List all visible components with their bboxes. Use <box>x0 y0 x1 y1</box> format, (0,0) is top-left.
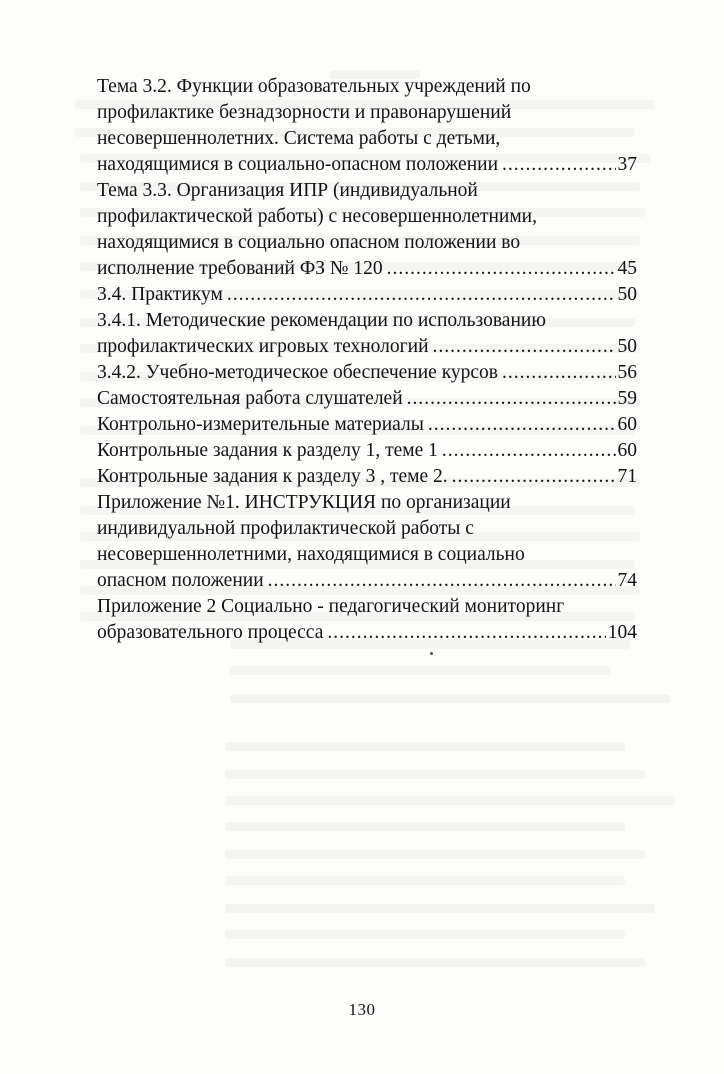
toc-entry-line <box>97 308 637 334</box>
toc-entry-line <box>97 100 637 126</box>
toc-page-number: 50 <box>617 336 637 357</box>
dot-leader <box>452 464 616 490</box>
toc-page-number: 45 <box>617 258 637 279</box>
toc-entry-text: несовершеннолетними, находящимися в социально <box>97 544 525 565</box>
dot-leader <box>268 568 616 594</box>
toc-entry[interactable] <box>97 178 637 282</box>
toc-page-number: 37 <box>617 154 637 175</box>
toc-entry-line <box>97 126 637 152</box>
dot-leader <box>433 334 616 360</box>
toc-entry-line <box>97 412 637 438</box>
toc-entry-line <box>97 204 637 230</box>
toc-entry-line <box>97 516 637 542</box>
toc-entry-text: Тема 3.3. Организация ИПР (индивидуальной <box>97 180 478 201</box>
toc-page-number: 74 <box>617 570 637 591</box>
toc-entry-line <box>97 490 637 516</box>
toc-entry-text: Контрольные задания к разделу 1, теме 1 <box>97 440 438 461</box>
toc-entry[interactable] <box>97 412 637 438</box>
toc-entry-text: профилактических игровых технологий <box>97 336 429 357</box>
toc-entry-text: исполнение требований ФЗ № 120 <box>97 258 383 279</box>
toc-entry-line <box>97 542 637 568</box>
toc-entry[interactable] <box>97 360 637 386</box>
toc-entry-text: 3.4.2. Учебно-методическое обеспечение курсов <box>97 362 499 383</box>
toc-entry-text: Контрольные задания к разделу 3 , теме 2. <box>97 466 448 487</box>
toc-page-number: 59 <box>617 388 637 409</box>
print-speck <box>430 652 433 655</box>
toc-entry-line <box>97 334 637 360</box>
dot-leader <box>227 282 616 308</box>
toc-entry-text: Приложение 2 Социально - педагогический мониторинг <box>97 596 565 617</box>
toc-entry-line <box>97 594 637 620</box>
toc-entry-text: образовательного процесса <box>97 622 324 643</box>
dot-leader <box>407 386 616 412</box>
toc-entry-text: Самостоятельная работа слушателей <box>97 388 403 409</box>
toc-page-number: 60 <box>617 414 637 435</box>
toc-entry-line <box>97 620 637 646</box>
toc-entry-line <box>97 230 637 256</box>
toc-entry-line <box>97 152 637 178</box>
toc-entry-text: Приложение №1. ИНСТРУКЦИЯ по организации <box>97 492 511 513</box>
toc-page-number: 104 <box>607 622 637 643</box>
toc-entry-text: опасном положении <box>97 570 264 591</box>
dot-leader <box>428 412 616 438</box>
toc-page-number: 56 <box>617 362 637 383</box>
toc-page-number: 50 <box>617 284 637 305</box>
table-of-contents <box>97 74 637 646</box>
toc-entry-text: Контрольно-измерительные материалы <box>97 414 424 435</box>
toc-page-number: 60 <box>617 440 637 461</box>
toc-entry-line <box>97 178 637 204</box>
toc-page-number: 71 <box>617 466 637 487</box>
toc-entry[interactable] <box>97 308 637 360</box>
toc-entry[interactable] <box>97 386 637 412</box>
toc-entry-text: 3.4. Практикум <box>97 284 223 305</box>
dot-leader <box>502 152 615 178</box>
toc-entry-text: находящимися в социально-опасном положении <box>97 154 499 175</box>
toc-entry[interactable] <box>97 490 637 594</box>
toc-entry-text: 3.4.1. Методические рекомендации по использованию <box>97 310 546 331</box>
toc-entry-line <box>97 464 637 490</box>
toc-entry-line <box>97 568 637 594</box>
toc-entry[interactable] <box>97 282 637 308</box>
dot-leader <box>387 256 616 282</box>
toc-entry-text: Тема 3.2. Функции образовательных учреждений по <box>97 76 531 97</box>
toc-entry-text: находящимися в социально опасном положении во <box>97 232 521 253</box>
page-number: 130 <box>348 1000 376 1019</box>
toc-entry-line <box>97 74 637 100</box>
toc-entry-text: профилактической работы) с несовершеннолетними, <box>97 206 537 227</box>
dot-leader <box>502 360 615 386</box>
toc-entry-text: индивидуальной профилактической работы с <box>97 518 474 539</box>
toc-entry[interactable] <box>97 438 637 464</box>
toc-entry[interactable] <box>97 464 637 490</box>
toc-entry-text: профилактике безнадзорности и правонарушений <box>97 102 512 123</box>
toc-entry-line <box>97 386 637 412</box>
toc-entry-line <box>97 282 637 308</box>
dot-leader <box>327 620 605 646</box>
toc-entry[interactable] <box>97 74 637 178</box>
toc-entry-line <box>97 438 637 464</box>
toc-entry-line <box>97 360 637 386</box>
toc-entry-text: несовершеннолетних. Система работы с детьми, <box>97 128 501 149</box>
toc-entry-line <box>97 256 637 282</box>
toc-entry[interactable] <box>97 594 637 646</box>
dot-leader <box>442 438 616 464</box>
